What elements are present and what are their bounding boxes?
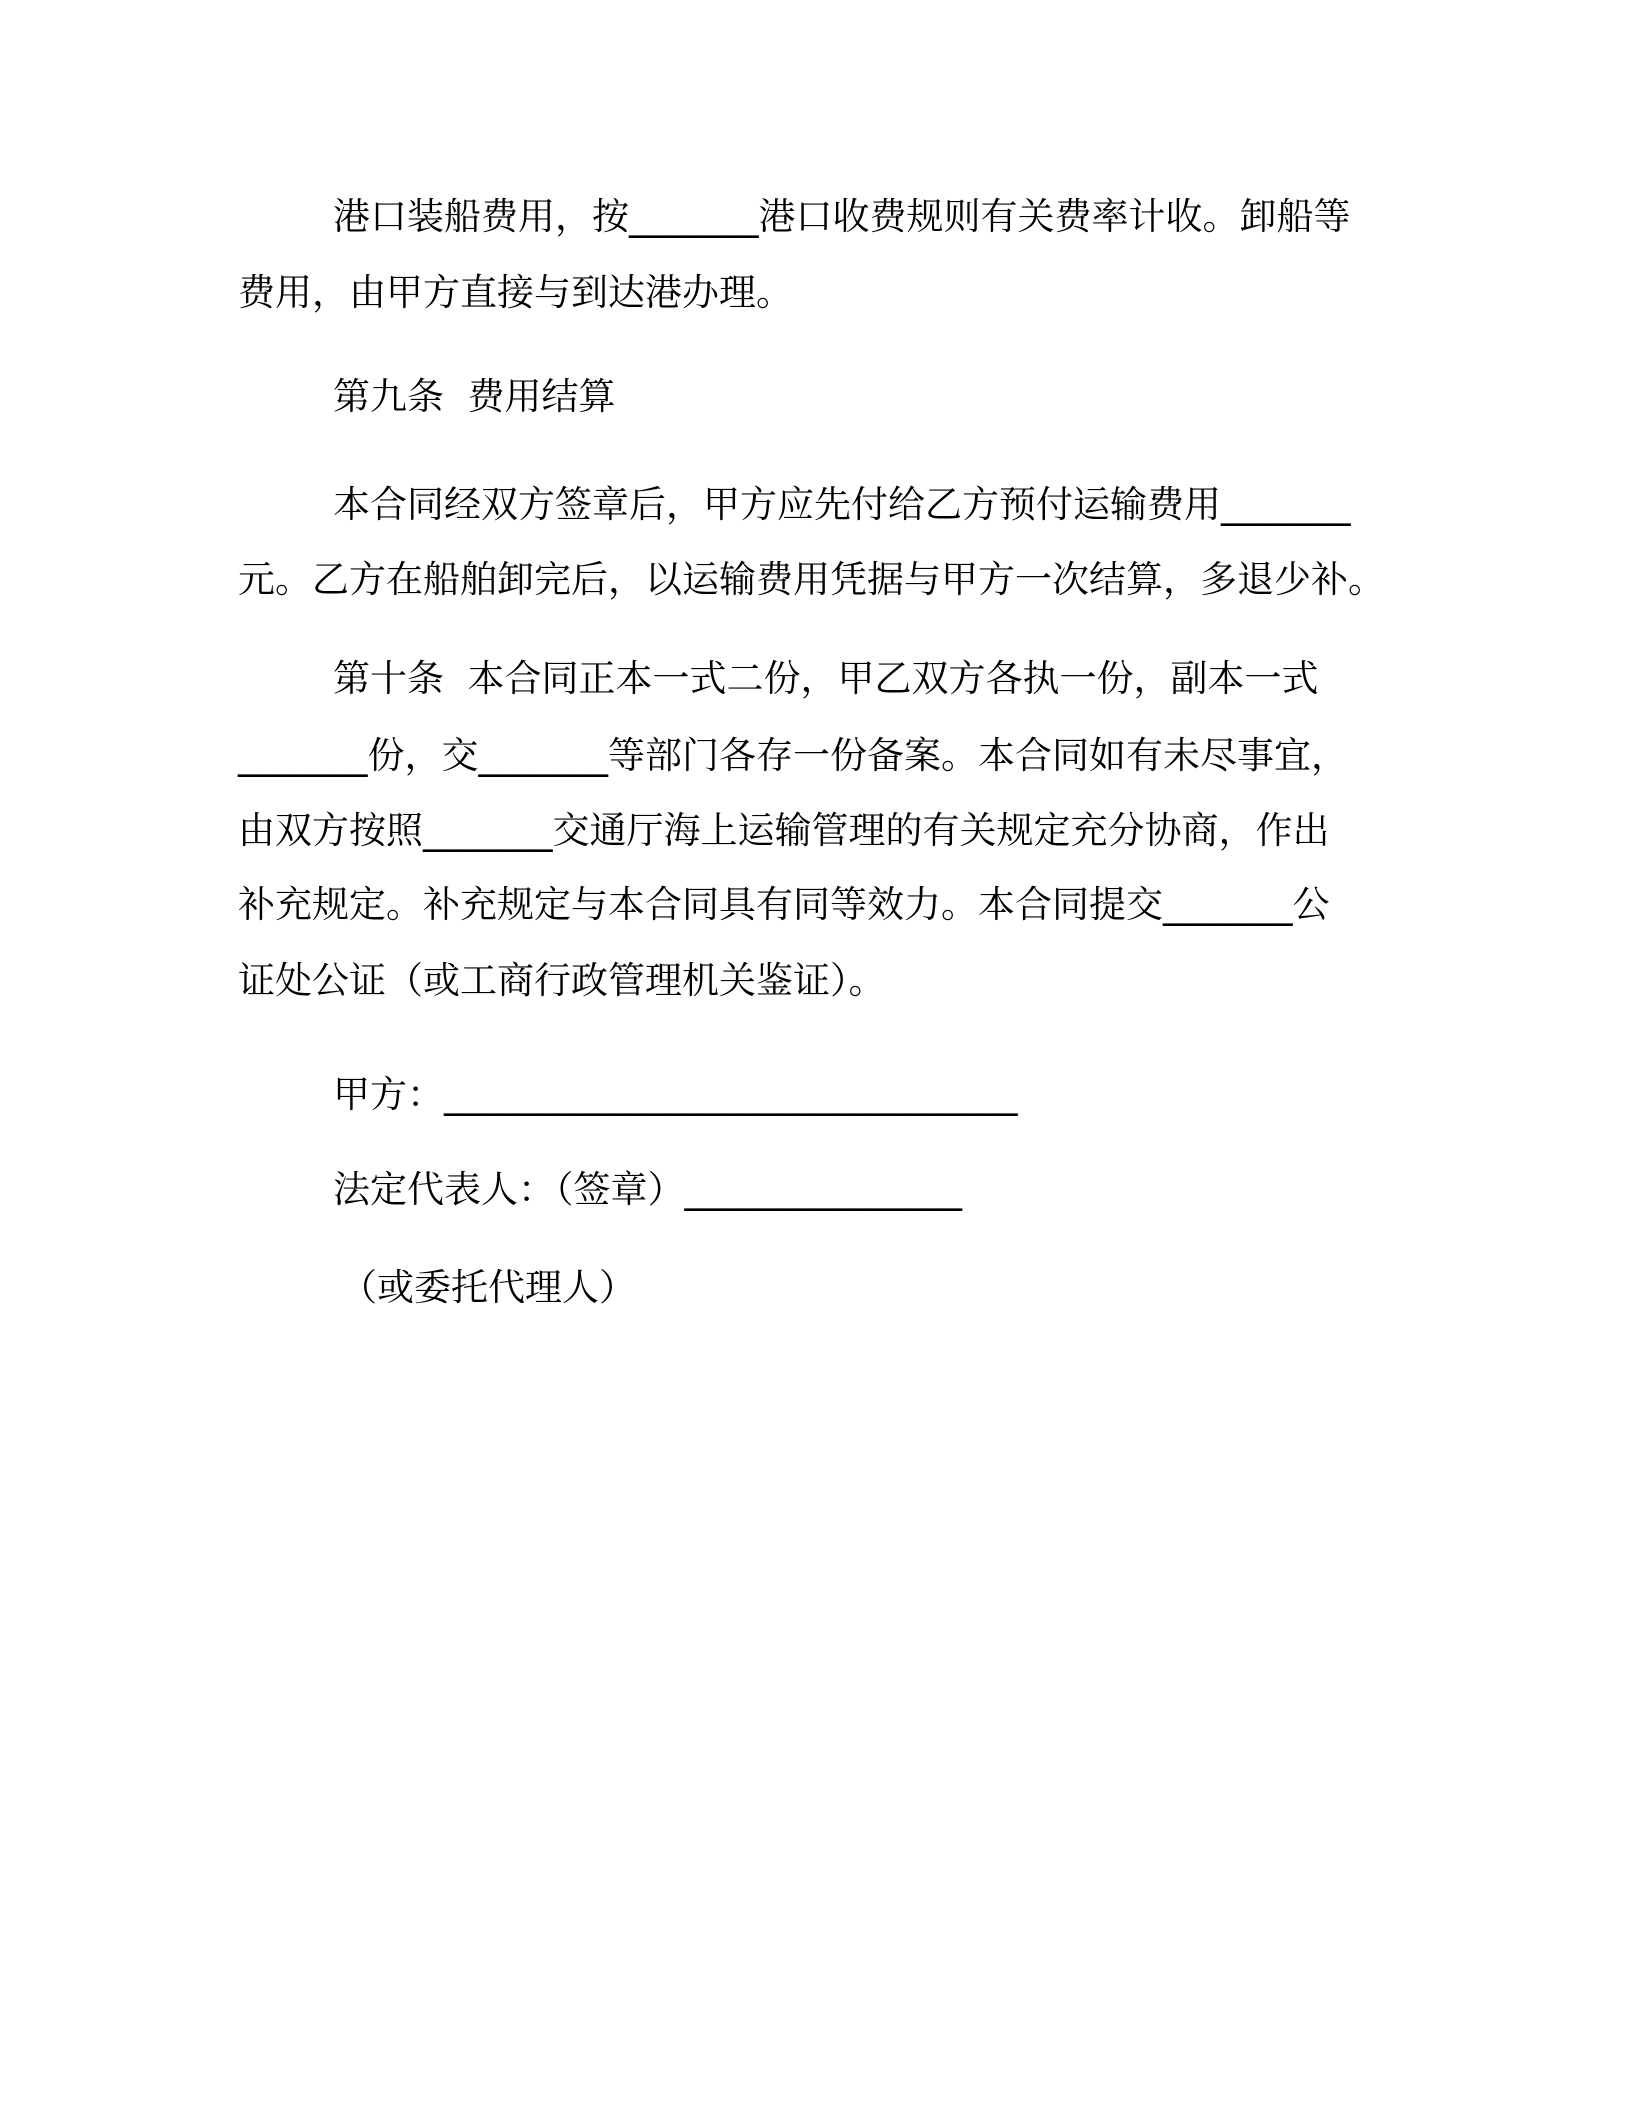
paragraph-1-line-1: 港口装船费用，按_______港口收费规则有关费率计收。卸船等 bbox=[333, 195, 1351, 238]
article-10-line-5: 证处公证（或工商行政管理机关鉴证）。 bbox=[238, 959, 886, 1002]
article-10-line-1: 第十条 本合同正本一式二份，甲乙双方各执一份，副本一式 bbox=[333, 657, 1319, 700]
signature-legal-representative: 法定代表人：（签章）_______________ bbox=[333, 1168, 962, 1211]
article-10-line-4: 补充规定。补充规定与本合同具有同等效力。本合同提交_______公 bbox=[238, 883, 1330, 926]
paragraph-1-line-2: 费用，由甲方直接与到达港办理。 bbox=[238, 271, 793, 314]
article-10-line-2: _______份，交_______等部门各存一份备案。本合同如有未尽事宜， bbox=[238, 734, 1348, 777]
signature-agent: （或委托代理人） bbox=[340, 1266, 636, 1309]
article-9-heading: 第九条 费用结算 bbox=[333, 375, 616, 418]
signature-party-a: 甲方：_______________________________ bbox=[333, 1073, 1018, 1116]
paragraph-2-line-1: 本合同经双方签章后，甲方应先付给乙方预付运输费用_______ bbox=[333, 483, 1351, 526]
paragraph-2-line-2: 元。乙方在船舶卸完后，以运输费用凭据与甲方一次结算，多退少补。 bbox=[238, 558, 1385, 601]
article-10-line-3: 由双方按照_______交通厅海上运输管理的有关规定充分协商，作出 bbox=[238, 809, 1330, 852]
